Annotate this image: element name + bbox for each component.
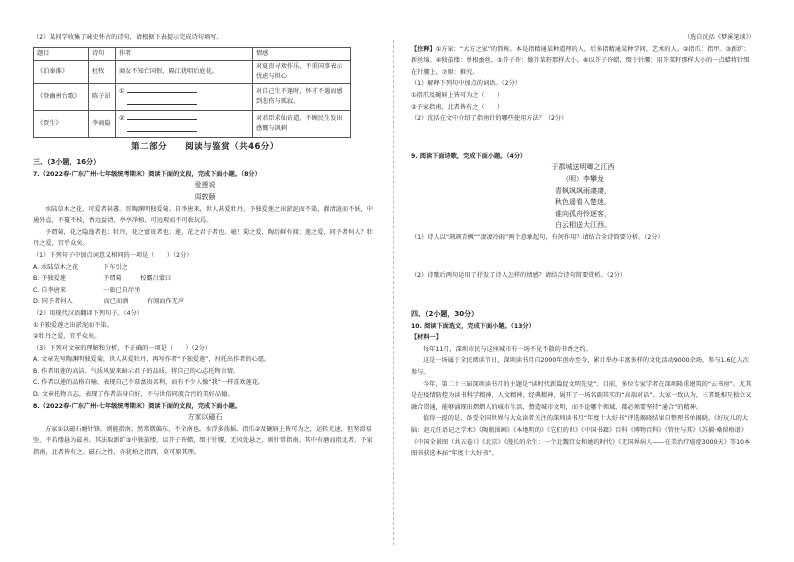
- poem-line: 白云相送大江西。: [555, 221, 611, 230]
- table-cell: 《登幽州台歌》: [34, 83, 89, 110]
- table-cell: 商女不知亡国恨，隔江犹唱后庭花。: [116, 60, 253, 83]
- answer-space[interactable]: [411, 281, 755, 307]
- option-c: C. 作者以莲的品格自喻，表现自己不慕富贵名利，而有不少人像“我”一样喜欢莲花。: [33, 379, 265, 387]
- option-c: C. 自李唐来 一旅已自岸坐: [33, 286, 141, 294]
- option-b: B. 作者用莲的高洁、气质风貌来暗示君子的品质，将自己的心志托物言情。: [33, 367, 240, 375]
- option-a: A. 水陆草木之花 下车引之: [33, 263, 128, 271]
- material-paragraph: 这是一场属于全民阅读节日，深圳读书月自2000年创办至今，累计举办丰富多样的文化活动9000余场，参与1.6亿人次参与。: [411, 357, 749, 377]
- blank-marker: ②: [119, 114, 125, 122]
- answer-blank[interactable]: [127, 85, 197, 93]
- table-row: [34, 60, 351, 83]
- table-row: [34, 110, 351, 137]
- section-heading: 四、（2小题，30分）: [411, 310, 479, 319]
- answer-blank[interactable]: [127, 124, 197, 132]
- option-d-extra: 有闻而作无声: [146, 298, 185, 306]
- q2-intro: （2）某同学收集了咏史怀古的诗句，请根据下表提示完成诗句填写。: [33, 34, 223, 41]
- essay-title: 方家以磁石: [187, 413, 223, 422]
- answer-space[interactable]: [411, 125, 755, 151]
- option-d: [33, 296, 377, 308]
- table-row: [34, 83, 351, 110]
- option-b: [33, 273, 377, 285]
- material-label: 【材料一】: [411, 334, 442, 342]
- question-text: （1）下列句子中加点词意义相同的一项是（ ）（2分）: [33, 251, 193, 259]
- answer-space[interactable]: [411, 244, 755, 270]
- poem-title: 于郡城送明卿之江西: [551, 163, 615, 172]
- poem-line: 谁向孤舟怜逐客，: [555, 209, 611, 218]
- sub-question: ①予独爱莲之出淤泥而不染。: [33, 321, 113, 329]
- section-heading: 三、（3小题，16分）: [33, 158, 101, 167]
- material-paragraph: 每年11月，深圳市民与这座城市有一场不见不散的书香之约。: [423, 345, 592, 353]
- material-paragraph: 今年，第二十三届深圳读书月的主题是“读时代新篇促文明先觉”。目前，多位专家学者在深圳隆重建筑的“云书房”。尤其是在疫情防控为读书科学精神、人文精神、经典精神，展开了一场名副其实的“高端对话”。大家一致认为，三者既相互独立又融合贯通，能够涌现出熠熠人的城市生活，赞造城市文明，而不论哪个领域，都必须要坚持“通合”的精神。: [411, 380, 752, 411]
- essay-author: 周敦颐: [194, 192, 216, 201]
- material-paragraph: 值得一提的是，备受全国世界与大众读者关注的深圳读书月“年度十大好书”评选揭晓结果自整理书单揭晓。《好玩儿的大脑：赵元任语记之学术》《陶瓶围画》《本地明的》《它们的世》《中国书籍》百科《博物百科》《管住与其》《苏捕·桑留格谱》《中国全景图（共五卷）》《北京》《漫长的余生：一个北魏宫女和她的时代》《无国界病人——在美治疗癌症3000天》等10本图书获选本届“年度十大好书”。: [411, 415, 751, 458]
- table-cell: 对自己生不逢时，怀才不遇而感到悲伤与孤寂。: [253, 83, 351, 110]
- sub-question: ②牡丹之爱，宜乎众矣。: [33, 333, 101, 341]
- question-text: （2）沈括在文中介绍了指南针的哪些使用方法？（2分）: [411, 115, 568, 123]
- option-d: D. 文章托物言志，表现了作者洁身自好，不与世俗同流合污的美好品德。: [33, 391, 234, 399]
- table-cell: 陈子昂: [89, 83, 116, 110]
- poem-line: 青枫飒飒雨凄凄，: [555, 186, 611, 195]
- answer-blank[interactable]: [127, 112, 197, 120]
- question-heading: 7.（2022春·广东广州·七年级统考期末）阅读下面的文段，完成下面小题。（8分）: [33, 170, 261, 178]
- table-header-row: [34, 47, 351, 60]
- question-text: （2）诗歌后两句运用了抒发了诗人怎样的情感？请结合诗句简要赏析。（2分）: [411, 271, 627, 279]
- option-a: A. 文章先写陶渊明独爱菊，世人甚爱牡丹，再写作者“予独爱莲”，衬托出作者的心愿。: [33, 356, 271, 364]
- table-header: 诗句: [89, 47, 116, 60]
- poem-line: 秋色遥看入楚迷。: [555, 198, 611, 207]
- question-heading: 10. 阅读下面选文，完成下面小题。（13分）: [411, 322, 535, 330]
- table-cell: 对君臣求仙访道，不顾民生发出感慨与讽刺: [253, 110, 351, 137]
- option-b-extra: 校霸吕蒙曰: [140, 275, 172, 283]
- table-cell: 对夏贵寻欢作乐，不重国事表示忧虑与担心: [253, 60, 351, 83]
- poem-table: [33, 47, 351, 138]
- table-cell: 李商隐: [89, 110, 116, 137]
- option-b-text: B. 予独爱莲 予谓菊: [33, 275, 122, 283]
- question-text: （1）解释下列句中加点的词语。（2分）: [411, 80, 521, 88]
- notes-label: 【注释】: [411, 45, 436, 53]
- sub-question: ①指爪及碗唇上皆可为之（ ）: [411, 91, 504, 99]
- notes-text: ①方家：“大方之家”的简称。本是指精通某种道理的人，后多指精通某种学问、艺术的人。②指爪：指甲。③新纩：新丝绵。④独茧缕：单根蚕丝。⑤芥子许：像芥菜籽那样大小。⑥以芥子许蜡，缀于针腰：用芥菜籽那样大小的一点蜡将针缀在针腰上。⑦原：推究。: [411, 45, 750, 76]
- essay-title: 爱莲说: [194, 181, 216, 190]
- right-column: [411, 32, 755, 460]
- table-cell: 《泊秦淮》: [34, 60, 89, 83]
- part-title: 第二部分 阅读与鉴赏（共46分）: [131, 141, 279, 152]
- question-text: （1）诗人以“飒飒青枫”“凄凄冷雨”两个意象起句，有何作用？请结合全诗简要分析。（2分）: [411, 233, 664, 241]
- essay-paragraph: 水陆草木之花，可爱者甚蕃。晋陶渊明独爱菊。自李唐来，世人甚爱牡丹。予独爱莲之出淤泥而不染，濯清涟而不妖，中通外直，不蔓不枝，香远益清，亭亭净植，可远观而不可亵玩焉。: [33, 205, 373, 225]
- essay-paragraph: 方家①以磁石磨针锋，则能指南，然常微偏东，不全南也。水浮多荡摇。指爪②及碗唇上皆可为之，运转尤速，但坚滑易坠，不若缕悬为最善。其法取新纩③中独茧缕，以芥子许蜡，缀于针腰，无风处悬之，则针常指南。其中有磨而指北者。予家指南、北者皆有之。磁石之性，亦犹柏之指西，莫可原其理。: [33, 425, 373, 457]
- poem-author: （明）李攀龙: [562, 174, 604, 183]
- table-header: 情感: [253, 47, 351, 60]
- column-divider: [393, 40, 394, 545]
- source-note: （选自沈括《梦溪笔谈》）: [683, 34, 755, 41]
- question-heading: 9. 阅读下面诗歌，完成下面小题。（4分）: [411, 152, 527, 160]
- question-text: （2）用现代汉语翻译下列句子。（4分）: [33, 309, 143, 317]
- option-d-text: D. 同予者何人 而已而酒: [33, 298, 129, 306]
- question-heading: 8.（2022春·广东广州·七年级统考期末）阅读下面的文段，完成下面小题。: [33, 402, 242, 410]
- blank-marker: ①: [119, 87, 125, 95]
- table-cell: [116, 83, 253, 110]
- notes: [411, 44, 755, 79]
- table-cell: 杜牧: [89, 60, 116, 83]
- table-header: 作者: [116, 47, 253, 60]
- question-text: （3）下列对文章的理解和分析，不正确的一项是（ ）（2分）: [33, 344, 212, 352]
- table-cell: 《贾生》: [34, 110, 89, 137]
- table-header: 题目: [34, 47, 89, 60]
- left-column: [33, 32, 377, 459]
- answer-blank[interactable]: [127, 97, 197, 105]
- table-cell: [116, 110, 253, 137]
- essay-paragraph: 予谓菊，花之隐逸者也；牡丹，花之富贵者也；莲，花之君子者也。噫！菊之爱，陶后鲜有闻；莲之爱，同予者何人？牡丹之爱，宜乎众矣。: [33, 228, 373, 248]
- sub-question: ②予家指南、北者皆有之（ ）: [411, 103, 504, 111]
